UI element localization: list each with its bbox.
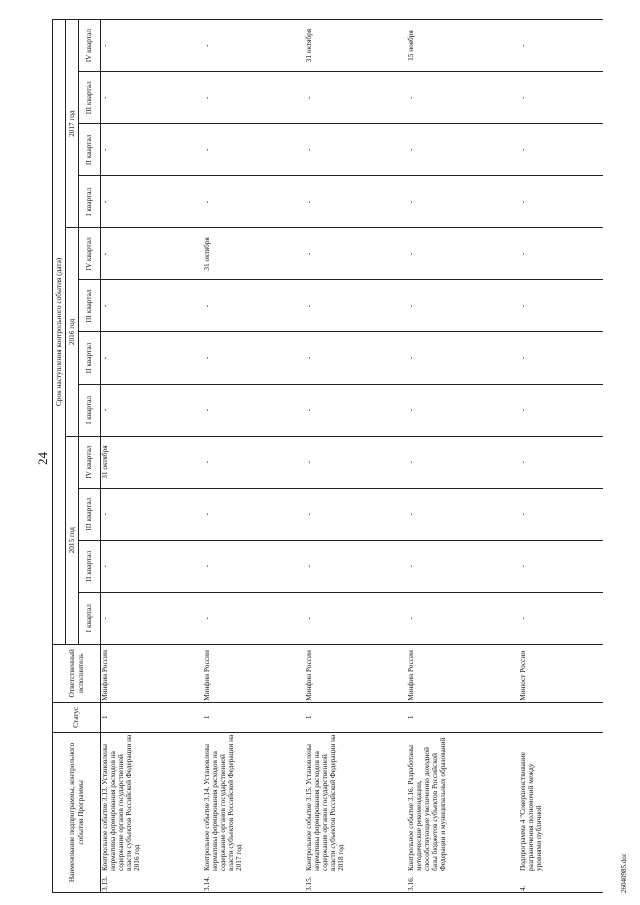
quarter-cell: - [407,592,519,644]
quarter-cell: - [407,176,519,228]
quarter-cell: - [407,280,519,332]
row-number: 3.13. [100,876,109,891]
row-name: Подпрограмма 4 "Совершенствование разграничения полномочий между уровнями публичной [517,752,543,871]
quarter-cell: - [305,488,407,540]
quarter-cell: - [305,176,407,228]
quarter-cell: - [203,72,305,124]
row-name-cell [407,732,519,892]
quarter-cell: - [407,436,519,488]
row-name: Контрольное событие 3.15. Установлены нормативы формирования расходов на содержание органов государственной власти субъектов Российской Федерации на 2018 год [303,734,345,871]
quarter-cell: - [519,488,603,540]
doc-id: 26040985.doc [620,853,628,893]
row-name-cell [101,732,203,892]
quarter-cell: - [203,488,305,540]
row-name-cell [203,732,305,892]
quarter-cell: - [101,228,203,280]
header-year-2015: 2015 год [66,436,79,644]
header-term: Срок наступления контрольного события (дата) [53,20,66,645]
table-row [305,20,407,893]
quarter-cell: - [305,540,407,592]
row-number: 3.14. [201,876,211,891]
quarter-cell: - [519,280,603,332]
quarter-cell: - [407,384,519,436]
row-status: 1 [407,702,519,732]
row-name: Контрольное событие 3.14. Установлены нормативы формирования расходов на содержание органов государственной власти субъектов Российской Федерации на 2017 год [201,734,243,871]
row-name-cell [305,732,407,892]
table-row [101,20,203,893]
quarter-cell: - [101,384,203,436]
header-quarter: III квартал [79,488,101,540]
quarter-cell: - [519,124,603,176]
row-executor: Минфин России [101,644,203,702]
row-status: 1 [101,702,203,732]
quarter-cell: - [101,72,203,124]
header-quarter: III квартал [79,72,101,124]
quarter-cell: - [305,124,407,176]
quarter-cell: - [519,332,603,384]
quarter-cell: - [305,280,407,332]
quarter-cell: - [305,332,407,384]
quarter-cell: - [305,228,407,280]
row-status: 1 [305,702,407,732]
quarter-cell: - [203,124,305,176]
quarter-cell: - [101,332,203,384]
quarter-cell: - [519,592,603,644]
quarter-cell: - [407,72,519,124]
quarter-cell: 31 октября [203,228,305,280]
header-quarter: III квартал [79,280,101,332]
quarter-cell: - [407,332,519,384]
header-year-2017: 2017 год [66,20,79,228]
row-name: Контрольное событие 3.13. Установлены нормативы формирования расходов на содержание органов государственной власти субъектов Российской Федерации на 2016 год [100,734,142,871]
quarter-cell: - [101,20,203,72]
table-body [101,20,603,893]
quarter-cell: - [203,20,305,72]
quarter-cell: - [305,72,407,124]
header-quarter: II квартал [79,332,101,384]
quarter-cell: - [203,280,305,332]
header-quarter: I квартал [79,176,101,228]
row-status [519,702,603,732]
quarter-cell: - [101,540,203,592]
row-name: Контрольное событие 3.16. Разработаны методические рекомендации, способствующие увеличению доходной базы бюджетов субъектов Российской Федерации и муниципальных образований [405,737,447,871]
row-executor: Минфин России [407,644,519,702]
quarter-cell: - [519,384,603,436]
table-header [53,20,101,893]
table-row [203,20,305,893]
row-executor: Минфин России [203,644,305,702]
header-year-2016: 2016 год [66,228,79,436]
quarter-cell: 15 ноября [407,20,519,72]
quarter-cell: - [203,592,305,644]
quarter-cell: - [519,176,603,228]
row-number: 3.16. [405,876,415,891]
table-row [519,20,603,893]
quarter-cell: - [203,436,305,488]
quarter-cell: - [101,124,203,176]
quarter-cell: - [305,592,407,644]
quarter-cell: - [407,228,519,280]
header-quarter: IV квартал [79,436,101,488]
row-status: 1 [203,702,305,732]
row-number: 3.15. [303,876,313,891]
header-executor: Ответственный исполнитель [53,644,101,702]
quarter-cell: - [407,488,519,540]
header-quarter: II квартал [79,540,101,592]
quarter-cell: - [407,124,519,176]
table-row [407,20,519,893]
quarter-cell: 31 октября [305,20,407,72]
quarter-cell: - [305,436,407,488]
quarter-cell: 31 октября [101,436,203,488]
quarter-cell: - [203,384,305,436]
quarter-cell: - [305,384,407,436]
row-name-cell [519,732,603,892]
quarter-cell: - [519,228,603,280]
quarter-cell: - [519,436,603,488]
quarter-cell: - [519,540,603,592]
header-quarter: I квартал [79,384,101,436]
quarter-cell: - [101,176,203,228]
quarter-cell: - [101,592,203,644]
row-number: 4. [517,885,527,891]
quarter-cell: - [203,540,305,592]
page-number: 24 [35,452,50,465]
quarter-cell: - [407,540,519,592]
schedule-table [52,19,603,893]
header-status: Статус [53,702,101,732]
row-executor: Минфин России [305,644,407,702]
header-quarter: II квартал [79,124,101,176]
header-name: Наименование подпрограммы, контрольного события Программы [53,732,101,892]
header-quarter: I квартал [79,592,101,644]
quarter-cell: - [203,176,305,228]
header-quarter: IV квартал [79,228,101,280]
quarter-cell: - [101,488,203,540]
row-executor: Минюст России [519,644,603,702]
header-quarter: IV квартал [79,20,101,72]
quarter-cell: - [203,332,305,384]
quarter-cell: - [101,280,203,332]
quarter-cell: - [519,72,603,124]
quarter-cell: - [519,20,603,72]
